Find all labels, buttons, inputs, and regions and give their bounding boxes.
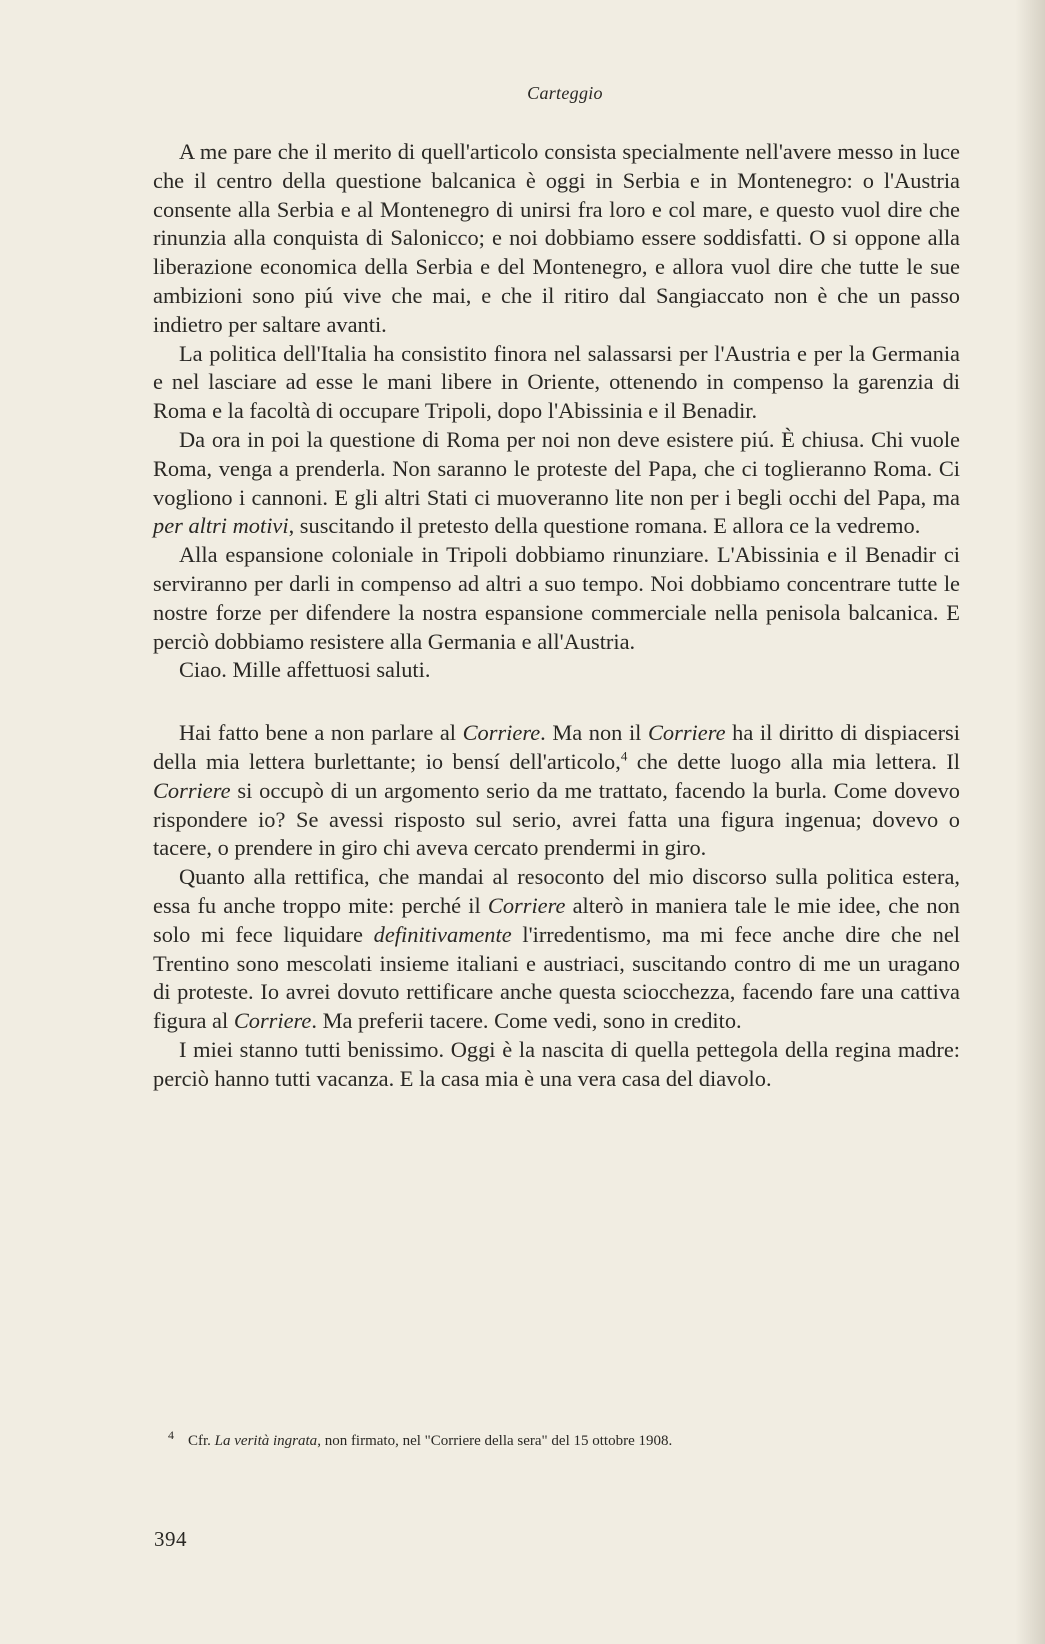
letter2-paragraph-1: Hai fatto bene a non parlare al Corriere. Ma non il Corriere ha il diritto di dispiacersi della mia lettera burlettante; io bensí dell'articolo,$^4$ che dette luogo alla mia lettera. Il Corriere si occupò di un argomento serio da me trattato, facendo la burla. Come dovevo rispondere io? Se avessi risposto sul serio, avrei fatta una figura ingenua; dovevo o tacere, o prendere in giro chi aveva cercato prendermi in giro. [153,720,961,861]
page-number: 394 [154,1527,187,1551]
footnote-reference[interactable]: 4 [620,748,628,764]
footnote-marker: 4 [168,1428,174,1442]
letter2-paragraph-3: I miei stanno tutti benissimo. Oggi è la nascita di quella pettegola della regina madre: perciò hanno tutti vacanza. E la casa mia è una vera casa del diavolo. [153,1036,960,1091]
footnote: $^4$ Cfr. La verità ingrata, non firmato, nel "Corriere della sera" del 15 ottobre 1908. [168,1428,673,1449]
footnote-cited-title: La verità ingrata [214,1433,318,1449]
letter2-paragraph-2: Quanto alla rettifica, che mandai al resoconto del mio discorso sulla politica estera, essa fu anche troppo mite: perché il Corriere alterò in maniera tale le mie idee, che non solo mi fece liquidare definitivamente l'irredentismo, ma mi fece anche dire che nel Trentino sono mescolati insieme italiani e austriaci, suscitando contro di me un uragano di proteste. Io avrei dovuto rettificare anche questa sciocchezza, facendo fare una cattiva figura al Corriere. Ma preferii tacere. Come vedi, sono in credito. [153,864,961,1034]
letter1-paragraph-2: La politica dell'Italia ha consistito finora nel salassarsi per l'Austria e per la Germania e nel lasciare ad esse le mani libere in Oriente, ottenendo in compenso la garenzia di Roma e la facoltà di occupare Tripoli, dopo l'Abissinia e il Benadir. [153,340,960,424]
body-text [153,138,960,1094]
letter1-closing: Ciao. Mille affettuosi saluti. [179,657,431,683]
letter1-paragraph-3: Da ora in poi la questione di Roma per noi non deve esistere piú. È chiusa. Chi vuole Roma, venga a prenderla. Non saranno le proteste del Papa, che ci toglieranno Roma. Ci vogliono i cannoni. E gli altri Stati ci muoveranno lite non per i begli occhi del Papa, ma per altri motivi, suscitando il pretesto della questione romana. E allora ce la vedremo. [153,426,960,539]
letter1-paragraph-4: Alla espansione coloniale in Tripoli dobbiamo rinunziare. L'Abissinia e il Benadir ci serviranno per darli in compenso ad altri a suo tempo. Noi dobbiamo concentrare tutte le nostre forze per difendere la nostra espansione commerciale nella penisola balcanica. E perciò dobbiamo resistere alla Germania e all'Austria. [153,542,960,654]
letter-separator [153,685,960,719]
page-edge-shadow [1015,0,1045,1644]
running-title: Carteggio [527,83,603,103]
letter1-paragraph-1: A me pare che il merito di quell'articolo consista specialmente nell'avere messo in luce che il centro della questione balcanica è oggi in Serbia e in Montenegro: o l'Austria consente alla Serbia e al Montenegro di unirsi fra loro e col mare, e questo vuol dire che rinunzia alla conquista di Salonicco; e noi dobbiamo essere soddisfatti. O si oppone alla liberazione economica della Serbia e del Montenegro, e allora vuol dire che tutte le sue ambizioni sono piú vive che mai, e che il ritiro dal Sangiaccato non è che un passo indietro per saltare avanti. [153,139,960,337]
